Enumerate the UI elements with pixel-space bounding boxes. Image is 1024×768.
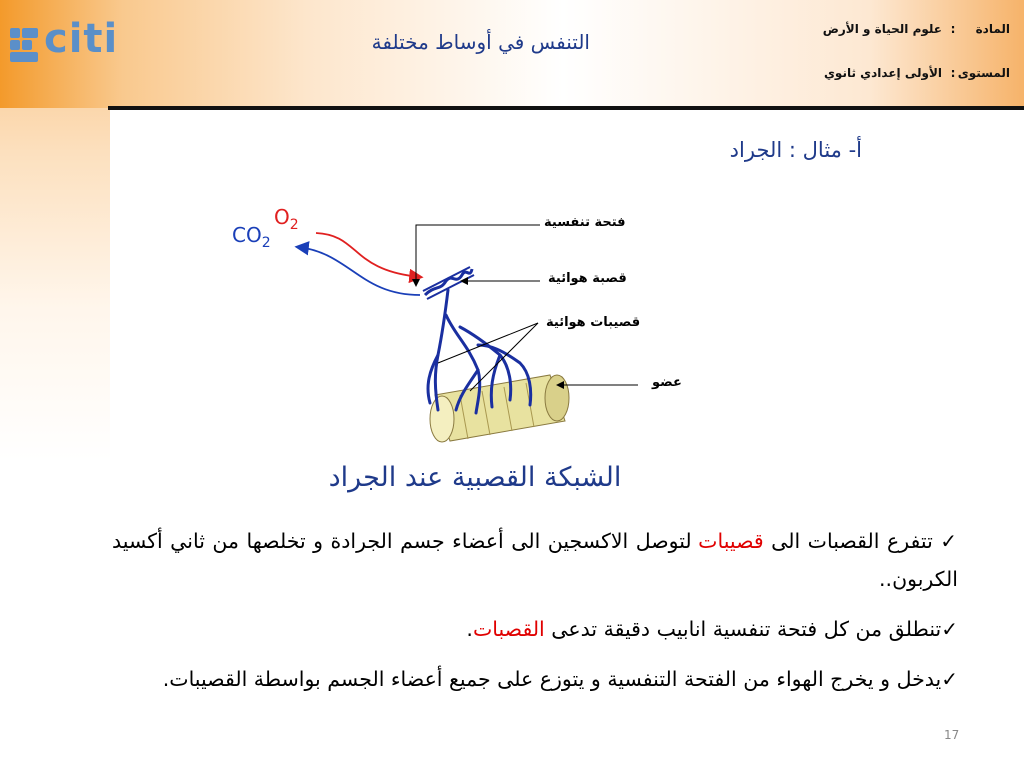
- example-heading: أ- مثال : الجراد: [729, 138, 862, 162]
- bullet-list: [112, 522, 958, 710]
- page-number: 17: [944, 728, 960, 742]
- spiracle-label: فتحة تنفسية: [544, 215, 626, 230]
- level-label: المستوى: [957, 66, 1010, 80]
- bullet-item: ✓تنطلق من كل فتحة تنفسية انابيب دقيقة تدعى القصبات.: [466, 617, 958, 641]
- logo-square: [10, 52, 38, 62]
- citi-logo: [6, 16, 119, 66]
- subject-value: علوم الحياة و الأرض: [822, 22, 942, 36]
- logo-square: [10, 28, 20, 38]
- o2-label: $O_2$: [274, 205, 299, 233]
- bullet-item: ✓يدخل و يخرج الهواء من الفتحة التنفسية و يتوزع على جميع أعضاء الجسم بواسطة القصيبات.: [162, 667, 958, 691]
- highlight-term: القصبات: [472, 617, 545, 641]
- tracheoles-label: قصيبات هوائية: [546, 315, 641, 330]
- logo-square: [22, 28, 38, 38]
- logo-square: [10, 40, 20, 50]
- separator: :: [950, 66, 956, 80]
- subject-label: المادة: [975, 22, 1010, 36]
- subject-row: [823, 22, 1010, 36]
- tracheal-diagram: [220, 195, 700, 457]
- organ-label: عضو: [652, 375, 682, 390]
- trachea-label: قصبة هوائية: [548, 271, 627, 286]
- bullet-item: ✓ تتفرع القصبات الى قصيبات لتوصل الاكسجين الى أعضاء جسم الجرادة و تخلصها من ثاني أكسيد الكربون..: [112, 529, 958, 591]
- diagram-caption: الشبكة القصبية عند الجراد: [328, 462, 622, 493]
- co2-label: $CO_2$: [232, 223, 271, 251]
- level-value: الأولى إعدادي ثانوي: [823, 66, 942, 80]
- highlight-term: قصيبات: [698, 529, 764, 553]
- header-divider: [108, 106, 1024, 110]
- organ-cylinder: [430, 375, 569, 442]
- check-icon: ✓: [941, 617, 958, 641]
- left-decor-band: [0, 0, 110, 768]
- page-title: التنفس في أوساط مختلفة: [371, 30, 590, 54]
- header-banner: [0, 0, 1024, 108]
- check-icon: ✓: [941, 667, 958, 691]
- logo-square: [22, 40, 32, 50]
- separator: :: [950, 22, 956, 36]
- level-row: [824, 66, 1010, 80]
- logo-text: citi: [44, 16, 119, 62]
- pointer-spiracle: [416, 225, 540, 285]
- check-icon: ✓: [940, 529, 958, 553]
- o2-arrow: [316, 233, 420, 277]
